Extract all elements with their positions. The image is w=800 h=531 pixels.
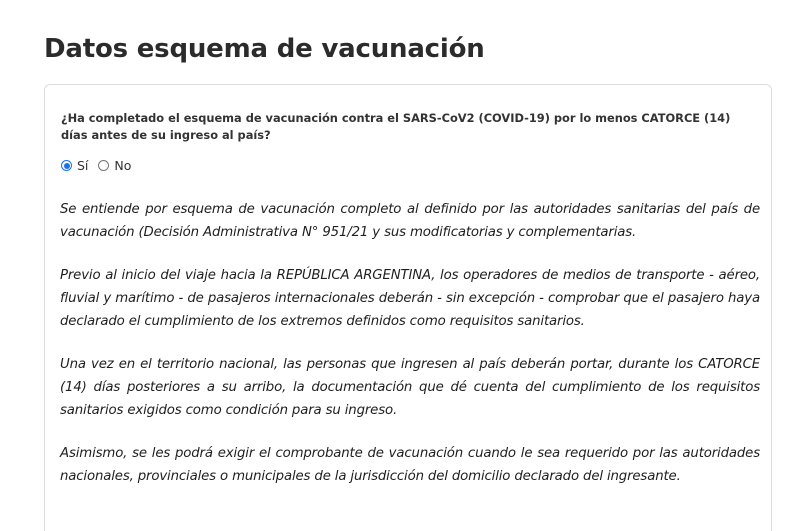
info-paragraph-3: Una vez en el territorio nacional, las personas que ingresen al país deberán portar, durante los CATORCE (14) días posteriores a su arribo, la documentación que dé cuenta del cumplimiento de los requisitos sanitarios exigidos como condición para su ingreso. — [60, 357, 760, 418]
vaccination-card — [44, 84, 772, 531]
vaccination-question: ¿Ha completado el esquema de vacunación contra el SARS-CoV2 (COVID-19) por lo menos CATORCE (14) días antes de su ingreso al país? — [61, 111, 731, 142]
radio-option-si[interactable] — [61, 158, 88, 173]
radio-no-label: No — [114, 158, 132, 173]
info-paragraph-1: Se entiende por esquema de vacunación completo al definido por las autoridades sanitarias del país de vacunación (Decisión Administrativa N° 951/21 y sus modificatorias y complementarias. — [60, 202, 760, 240]
radio-si-label: Sí — [77, 158, 89, 173]
vaccination-radio-group — [61, 158, 141, 173]
page-title: Datos esquema de vacunación — [44, 34, 485, 64]
info-paragraphs — [60, 198, 760, 508]
info-paragraph-2: Previo al inicio del viaje hacia la REPÚBLICA ARGENTINA, los operadores de medios de transporte - aéreo, fluvial y marítimo - de pasajeros internacionales deberán - sin excepción - comprobar que el pasajero haya declarado el cumplimiento de los extremos definidos como requisitos sanitarios. — [60, 268, 760, 329]
radio-si-icon[interactable] — [61, 160, 72, 171]
radio-option-no[interactable] — [98, 158, 131, 173]
info-paragraph-4: Asimismo, se les podrá exigir el comprobante de vacunación cuando le sea requerido por las autoridades nacionales, provinciales o municipales de la jurisdicción del domicilio declarado del ingresante. — [60, 446, 760, 484]
radio-no-icon[interactable] — [98, 160, 109, 171]
